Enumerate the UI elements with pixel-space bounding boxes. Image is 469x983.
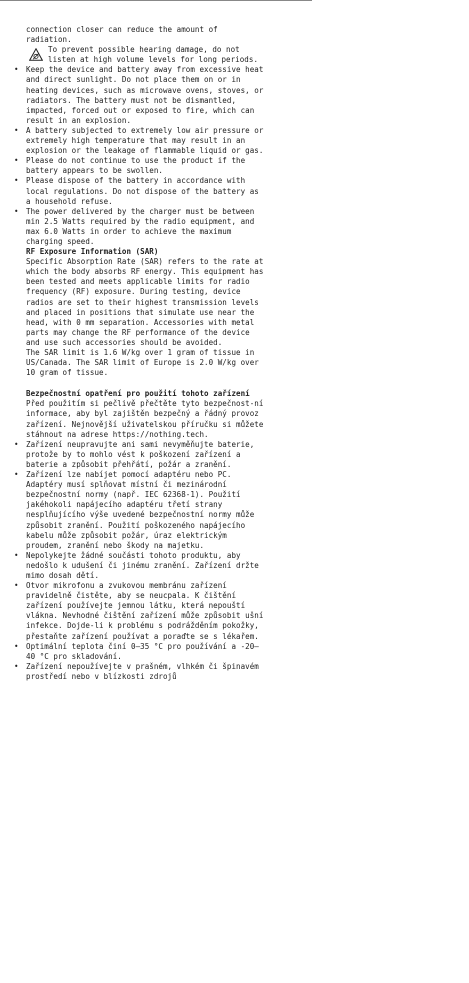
hearing-warning-text: To prevent possible hearing damage, do not listen at high volume levels for long periods. — [48, 45, 259, 65]
cz-intro: Před použitím si pečlivě přečtěte tyto bezpečnost-ní informace, aby byl zajištěn bezpečný a řádný provoz zařízení. Nejnovější uživatelskou příručku si můžete stáhnout na adrese https://nothing.tech. — [26, 399, 264, 439]
top-rule — [0, 0, 312, 1]
list-item: • Keep the device and battery away from excessive heat and direct sunlight. Do not place them on or in heating devices, such as microwave ovens, stoves, or radiators. The battery must not be dismantled, impacted, forced out or exposed to fire, which can result in an explosion. — [26, 65, 266, 126]
list-item: • Otvor mikrofonu a zvukovou membránu zařízení pravidelně čistěte, aby se neucpala. K čištění zařízení používejte jemnou látku, která nepouští vlákna. Nevhodné čištění zařízení může způsobit ušní infekce. Dojde-li k problému s podrážděním pokožky, přestaňte zařízení používat a poraďte se s lékařem. — [26, 581, 266, 642]
sar-heading: RF Exposure Information (SAR) — [26, 247, 159, 257]
sar-body: Specific Absorption Rate (SAR) refers to the rate at which the body absorbs RF energy. This equipment has been tested and meets applicable limits for radio frequency (RF) exposure. During testing, device radios are set to their highest transmission levels and placed in positions that simulate use near the head, with 0 mm separation. Accessories with metal parts may change the RF performance of the device and use such accessories should be avoided. — [26, 257, 264, 347]
list-item: • Zařízení nepoužívejte v prašném, vlhkém či špinavém prostředí nebo v blízkosti zdrojů — [26, 662, 266, 682]
intro-text: connection closer can reduce the amount of radiation. — [26, 25, 218, 45]
list-item: • Zařízení lze nabíjet pomocí adaptéru nebo PC. Adaptéry musí splňovat místní či mezinárodní bezpečnostní normy (např. IEC 62368-1). Použití jakéhokoli napájecího adaptéru třetí strany nesplňujícího výše uvedené bezpečnostní normy může způsobit zranění. Použití poškozeného napájecího kabelu může způsobit požár, úraz elektrickým proudem, zranění nebo škody na majetku. — [26, 470, 266, 551]
list-item: • Please do not continue to use the product if the battery appears to be swollen. — [26, 156, 266, 176]
sar-limits: The SAR limit is 1.6 W/kg over 1 gram of tissue in US/Canada. The SAR limit of Europe is 2.0 W/kg over 10 gram of tissue. — [26, 348, 259, 378]
list-item: • The power delivered by the charger must be between min 2.5 Watts required by the radio equipment, and max 6.0 Watts in order to achieve the maximum charging speed. — [26, 207, 266, 247]
en-safety-list — [26, 65, 266, 247]
list-item: • Optimální teplota činí 0–35 °C pro používání a -20–40 °C pro skladování. — [26, 642, 266, 662]
list-item: • Zařízení neupravujte ani sami nevyměňujte baterie, protože by to mohlo vést k poškození zařízení a baterie a způsobit přehřátí, požár a zranění. — [26, 440, 266, 470]
list-item: • A battery subjected to extremely low air pressure or extremely high temperature that may result in an explosion or the leakage of flammable liquid or gas. — [26, 126, 266, 156]
hearing-warning — [26, 45, 266, 65]
cz-safety-list — [26, 440, 266, 682]
hearing-damage-warning-icon — [29, 48, 43, 61]
list-item: • Nepolykejte žádné součásti tohoto produktu, aby nedošlo k udušení či jinému zranění. Zařízení držte mimo dosah dětí. — [26, 551, 266, 581]
list-item: • Please dispose of the battery in accordance with local regulations. Do not dispose of the battery as a household refuse. — [26, 176, 266, 206]
document-page — [26, 25, 266, 682]
cz-heading: Bezpečnostní opatření pro použití tohoto zařízení — [26, 389, 250, 399]
